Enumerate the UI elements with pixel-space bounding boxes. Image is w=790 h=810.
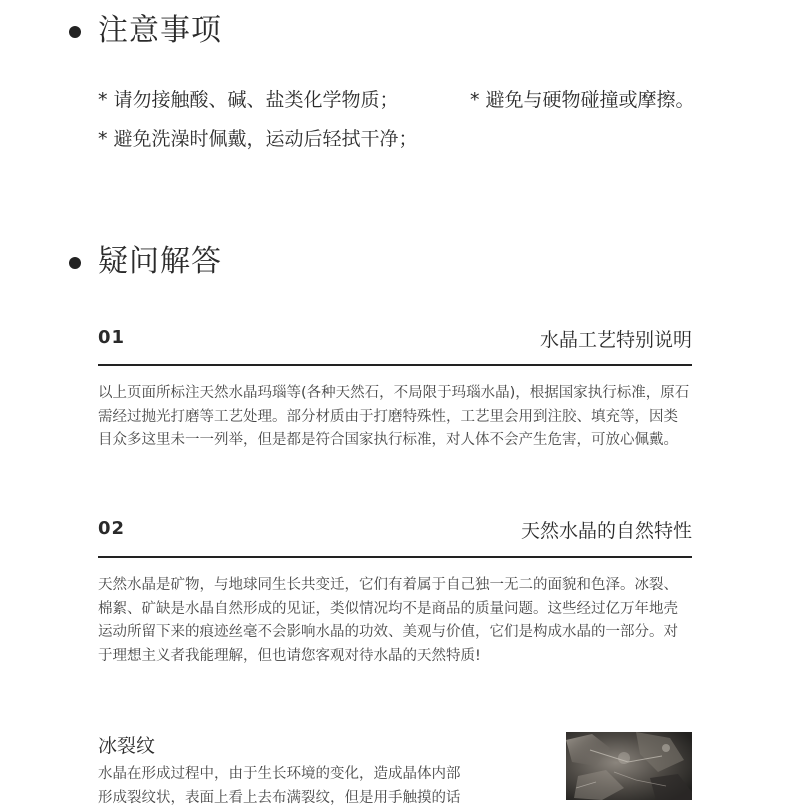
note-item: * 避免与硬物碰撞或摩擦。 [470,89,695,111]
note-item: * 请勿接触酸、碱、盐类化学物质； [98,89,399,111]
ice-crack-line: 形成裂纹状，表面上看上去布满裂纹，但是用手触摸的话 [98,790,461,806]
qa-number: 01 [98,327,126,348]
qa-section-bullet [69,257,81,269]
qa-number: 02 [98,518,126,539]
qa-title: 水晶工艺特别说明 [539,329,692,351]
qa-divider [98,556,692,558]
qa-divider [98,364,692,366]
ice-crack-line: 水晶在形成过程中，由于生长环境的变化，造成晶体内部 [98,766,461,782]
crystal-texture-image [566,732,692,800]
qa-section-title: 疑问解答 [98,244,222,279]
qa-body: 以上页面所标注天然水晶玛瑙等(各种天然石，不局限于玛瑙水晶)，根据国家执行标准，原石需经过抛光打磨等工艺处理。部分材质由于打磨特殊性，工艺里会用到注胶、填充等，因类目众多这里未一一列举，但是都是符合国家执行标准，对人体不会产生危害，可放心佩戴。 [98,385,690,448]
ice-crack-crystal-photo [566,732,692,800]
qa-title: 天然水晶的自然特性 [520,520,692,542]
qa-body: 天然水晶是矿物，与地球同生长共变迁，它们有着属于自己独一无二的面貌和色泽。冰裂、棉絮、矿缺是水晶自然形成的见证，类似情况均不是商品的质量问题。这些经过亿万年地壳运动所留下来的痕迹丝毫不会影响水晶的功效、美观与价值，它们是构成水晶的一部分。对于理想主义者我能理解，但也请您客观对待水晶的天然特质! [98,577,678,664]
notes-section-bullet [69,26,81,38]
notes-section-title: 注意事项 [98,13,222,48]
note-item: * 避免洗澡时佩戴，运动后轻拭干净； [98,128,418,150]
ice-crack-title: 冰裂纹 [98,735,156,757]
